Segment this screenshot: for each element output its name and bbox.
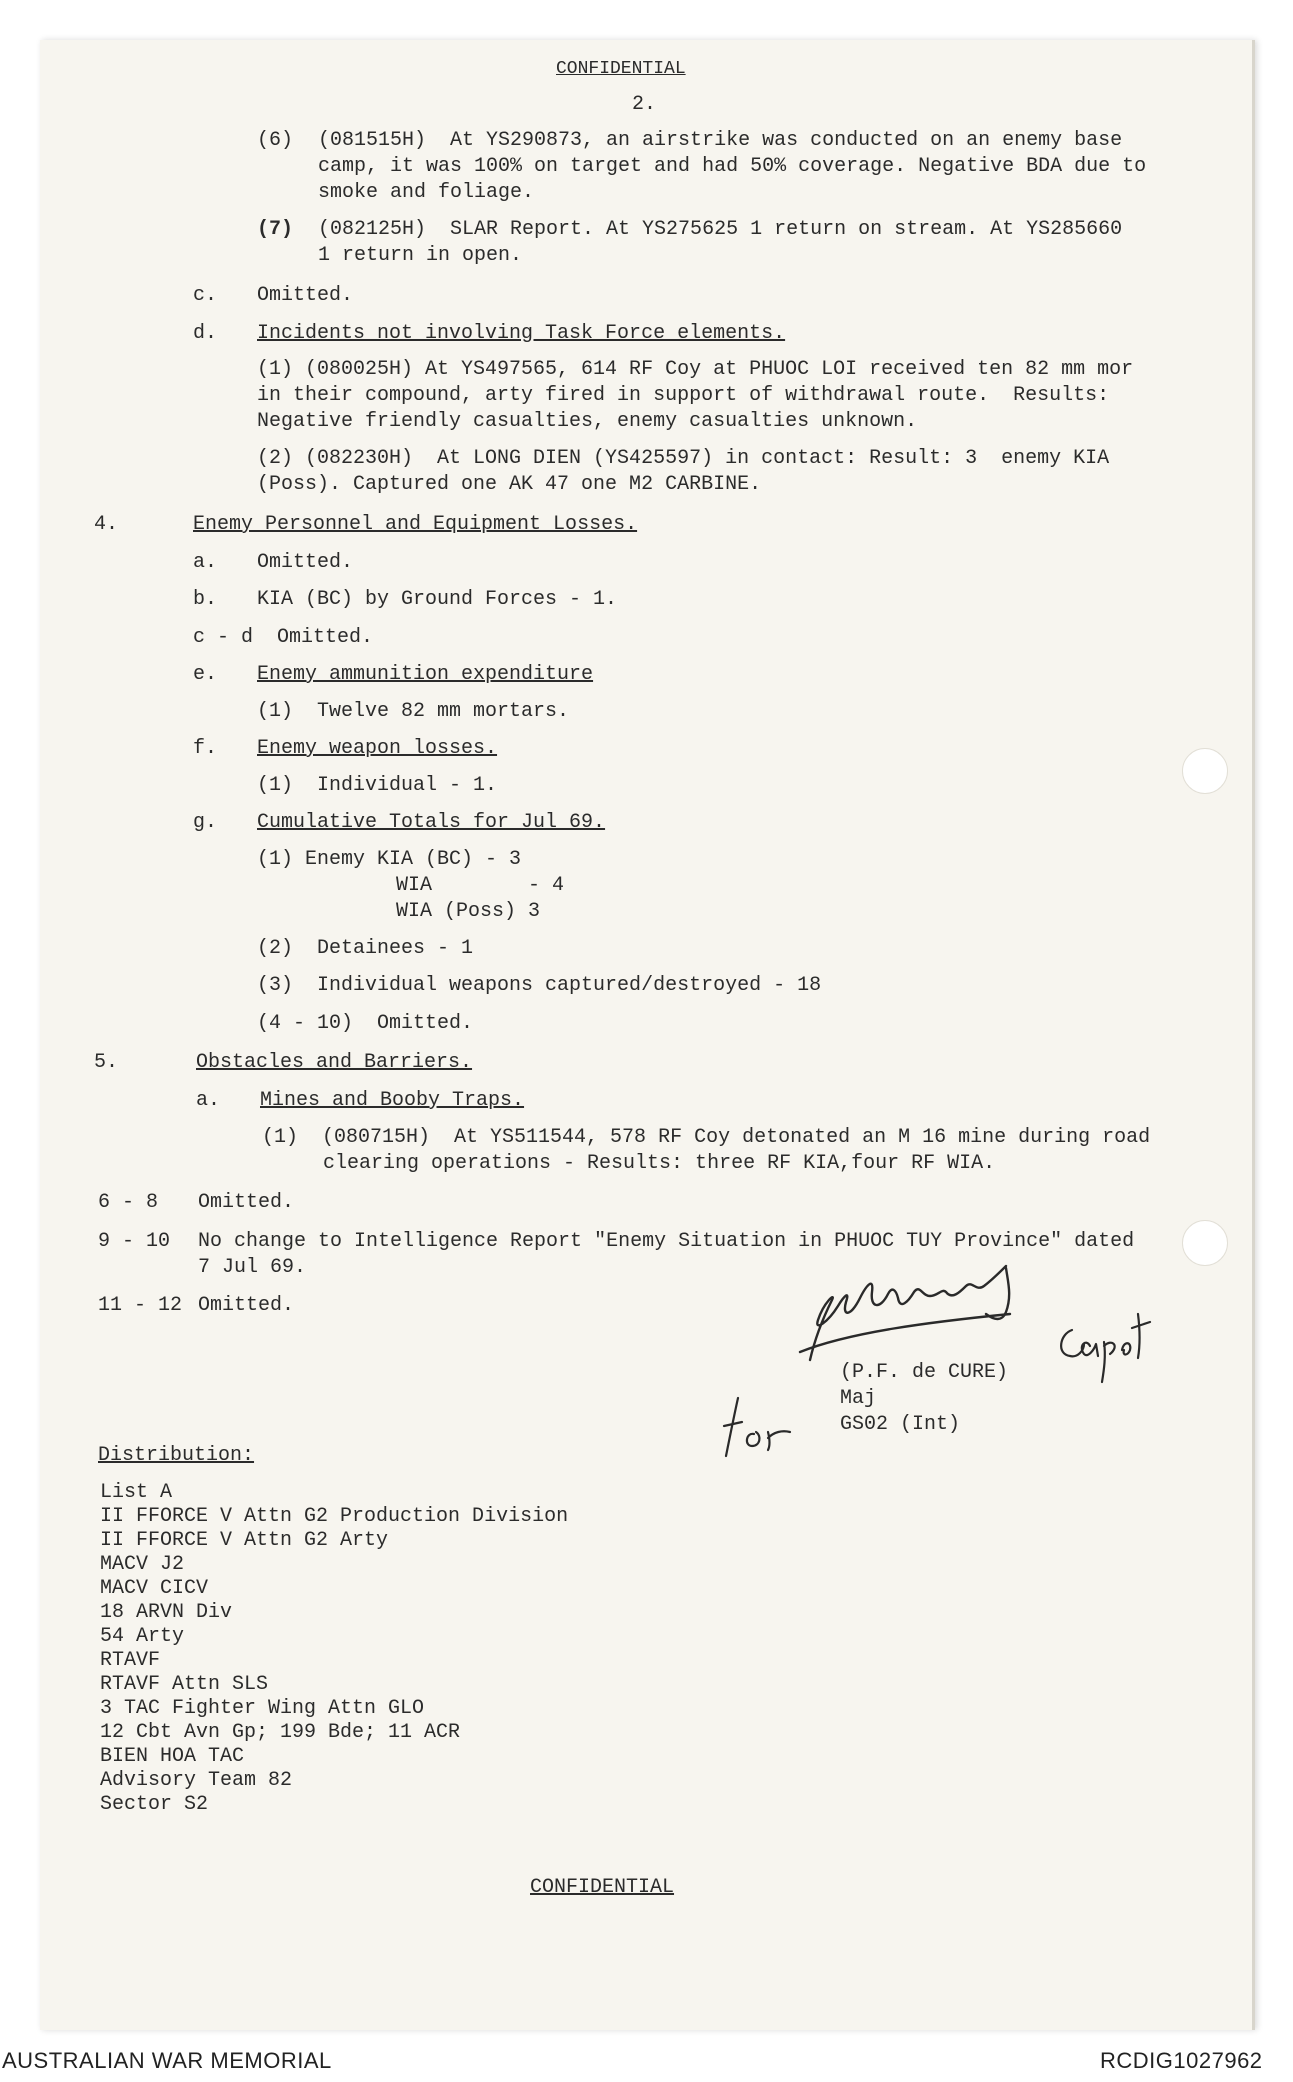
section-4a-label: a. (193, 551, 218, 574)
section-4g-label: g. (193, 811, 218, 834)
distribution-item: Sector S2 (100, 1793, 209, 1816)
para-6-line-3: smoke and foliage. (318, 181, 535, 204)
section-5a-heading: Mines and Booby Traps. (260, 1089, 525, 1112)
para-6-number: (6) (257, 129, 294, 152)
archive-label: AUSTRALIAN WAR MEMORIAL (2, 2048, 332, 2073)
section-4-number: 4. (94, 513, 119, 536)
punch-hole-lower (1182, 1220, 1228, 1266)
distribution-item: MACV J2 (100, 1553, 185, 1576)
classification-header: CONFIDENTIAL (556, 59, 686, 79)
section-4g1-line-1: (1) Enemy KIA (BC) - 3 (257, 848, 522, 871)
section-4g3-text: (3) Individual weapons captured/destroyed - 18 (257, 974, 822, 997)
classification-footer: CONFIDENTIAL (530, 1876, 675, 1899)
section-4e-heading: Enemy ammunition expenditure (257, 663, 594, 686)
section-5-heading: Obstacles and Barriers. (196, 1051, 473, 1074)
section-4g1-line-3: WIA (Poss) 3 (396, 900, 541, 923)
para-d2-line-2: (Poss). Captured one AK 47 one M2 CARBINE. (257, 473, 762, 496)
para-7-line-1: (082125H) SLAR Report. At YS275625 1 return on stream. At YS285660 (318, 218, 1123, 241)
distribution-item: RTAVF Attn SLS (100, 1673, 269, 1696)
section-4f-heading: Enemy weapon losses. (257, 737, 498, 760)
page-number: 2. (632, 93, 657, 116)
signatory-name: (P.F. de CURE) (840, 1361, 1009, 1384)
distribution-item: Advisory Team 82 (100, 1769, 293, 1792)
section-4e1-text: (1) Twelve 82 mm mortars. (257, 700, 570, 723)
section-4cd-text: c - d Omitted. (193, 626, 374, 649)
punch-hole-upper (1182, 748, 1228, 794)
para-d1-line-2: in their compound, arty fired in support of withdrawal route. Results: (257, 384, 1110, 407)
distribution-item: List A (100, 1481, 173, 1504)
section-4e-label: e. (193, 663, 218, 686)
section-5a1-line-2: clearing operations - Results: three RF KIA,four RF WIA. (323, 1152, 996, 1175)
section-9-10-line-2: 7 Jul 69. (198, 1256, 307, 1279)
signatory-appointment: GS02 (Int) (840, 1413, 961, 1436)
para-7-line-2: 1 return in open. (318, 244, 523, 267)
section-4g4-text: (4 - 10) Omitted. (257, 1012, 474, 1035)
para-d-label: d. (193, 322, 218, 345)
distribution-item: 12 Cbt Avn Gp; 199 Bde; 11 ACR (100, 1721, 461, 1744)
section-4b-text: KIA (BC) by Ground Forces - 1. (257, 588, 618, 611)
section-4a-text: Omitted. (257, 551, 354, 574)
distribution-item: II FFORCE V Attn G2 Production Division (100, 1505, 569, 1528)
section-9-10-number: 9 - 10 (98, 1230, 171, 1253)
para-7-number: (7) (257, 218, 294, 241)
section-5a1-line-1: (1) (080715H) At YS511544, 578 RF Coy detonated an M 16 mine during road (262, 1126, 1151, 1149)
section-4b-label: b. (193, 588, 218, 611)
section-11-12-number: 11 - 12 (98, 1294, 183, 1317)
distribution-item: II FFORCE V Attn G2 Arty (100, 1529, 389, 1552)
section-5a-label: a. (196, 1089, 221, 1112)
distribution-item: BIEN HOA TAC (100, 1745, 245, 1768)
section-9-10-line-1: No change to Intelligence Report "Enemy Situation in PHUOC TUY Province" dated (198, 1230, 1135, 1253)
distribution-item: 54 Arty (100, 1625, 185, 1648)
para-d2-line-1: (2) (082230H) At LONG DIEN (YS425597) in contact: Result: 3 enemy KIA (257, 447, 1110, 470)
para-c-text: Omitted. (257, 284, 354, 307)
section-5-number: 5. (94, 1051, 119, 1074)
para-6-line-1: (081515H) At YS290873, an airstrike was conducted on an enemy base (318, 129, 1123, 152)
para-6-line-2: camp, it was 100% on target and had 50% coverage. Negative BDA due to (318, 155, 1147, 178)
section-4g1-line-2: WIA - 4 (396, 874, 565, 897)
section-11-12-text: Omitted. (198, 1294, 295, 1317)
distribution-item: MACV CICV (100, 1577, 209, 1600)
handwritten-capt-note (1040, 1300, 1160, 1390)
distribution-item: 18 ARVN Div (100, 1601, 233, 1624)
para-d1-line-1: (1) (080025H) At YS497565, 614 RF Coy at PHUOC LOI received ten 82 mm mor (257, 358, 1134, 381)
para-d-heading: Incidents not involving Task Force elements. (257, 322, 786, 345)
section-4-heading: Enemy Personnel and Equipment Losses. (193, 513, 638, 536)
para-d1-line-3: Negative friendly casualties, enemy casualties unknown. (257, 410, 918, 433)
archive-reference: RCDIG1027962 (1100, 2048, 1263, 2073)
section-4f-label: f. (193, 737, 218, 760)
signatory-rank: Maj (840, 1387, 877, 1410)
section-4f1-text: (1) Individual - 1. (257, 774, 498, 797)
distribution-item: 3 TAC Fighter Wing Attn GLO (100, 1697, 425, 1720)
handwritten-for-note (720, 1392, 800, 1462)
section-4g-heading: Cumulative Totals for Jul 69. (257, 811, 606, 834)
section-6-8-number: 6 - 8 (98, 1191, 159, 1214)
distribution-heading: Distribution: (98, 1444, 255, 1467)
para-c-label: c. (193, 284, 218, 307)
section-6-8-text: Omitted. (198, 1191, 295, 1214)
section-4g2-text: (2) Detainees - 1 (257, 937, 474, 960)
distribution-item: RTAVF (100, 1649, 161, 1672)
